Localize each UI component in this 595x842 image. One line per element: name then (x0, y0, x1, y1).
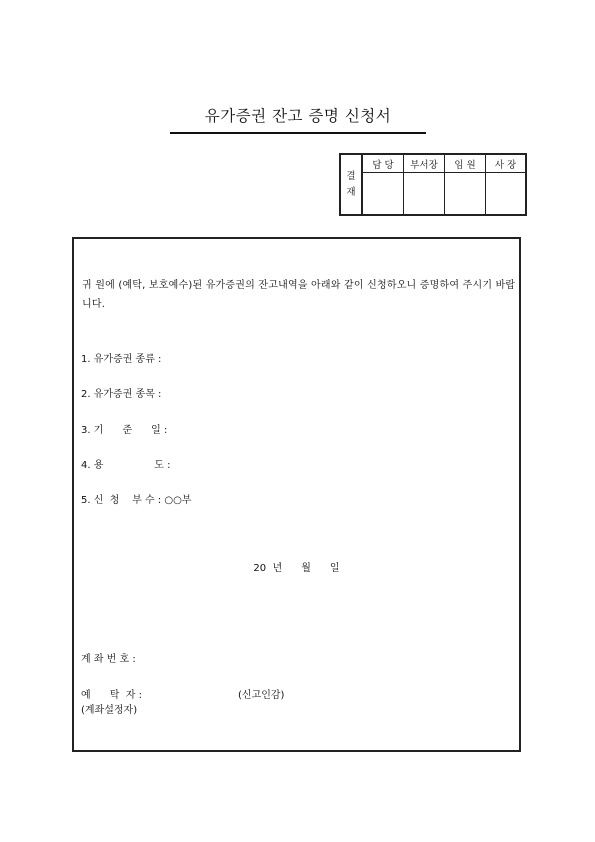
account-number-label: 계 좌 번 호 : (81, 654, 136, 665)
application-form-box (72, 237, 521, 752)
approval-side-label: 결 재 (340, 154, 362, 215)
approval-sign-president[interactable] (486, 173, 527, 216)
approval-table (339, 153, 527, 216)
item-security-type: 1. 유가증권 종류 : (81, 354, 162, 365)
approval-sign-manager[interactable] (362, 173, 404, 216)
approval-header-manager: 담 당 (362, 154, 404, 173)
intro-text: 귀 원에 (예탁, 보호예수)된 유가증권의 잔고내역을 아래와 같이 신청하오니 증명하여 주시기 바랍니다. (82, 280, 516, 310)
approval-header-president: 사 장 (486, 154, 527, 173)
item-purpose: 4. 용 도 : (81, 460, 171, 471)
date-line: 20 년 월 일 (253, 563, 340, 574)
depositor-label: 예 탁 자 : (81, 690, 142, 701)
approval-header-dept-head: 부서장 (404, 154, 445, 173)
approval-sign-executive[interactable] (445, 173, 486, 216)
item-copies: 5. 신 청 부 수 : ○○부 (81, 495, 192, 506)
item-security-name: 2. 유가증권 종목 : (81, 389, 162, 400)
item-base-date: 3. 기 준 일 : (81, 425, 168, 436)
approval-header-executive: 임 원 (445, 154, 486, 173)
depositor-note: (계좌설정자) (81, 705, 138, 716)
approval-sign-dept-head[interactable] (404, 173, 445, 216)
seal-label: (신고인감) (238, 690, 285, 701)
document-title: 유가증권 잔고 증명 신청서 (170, 104, 426, 134)
